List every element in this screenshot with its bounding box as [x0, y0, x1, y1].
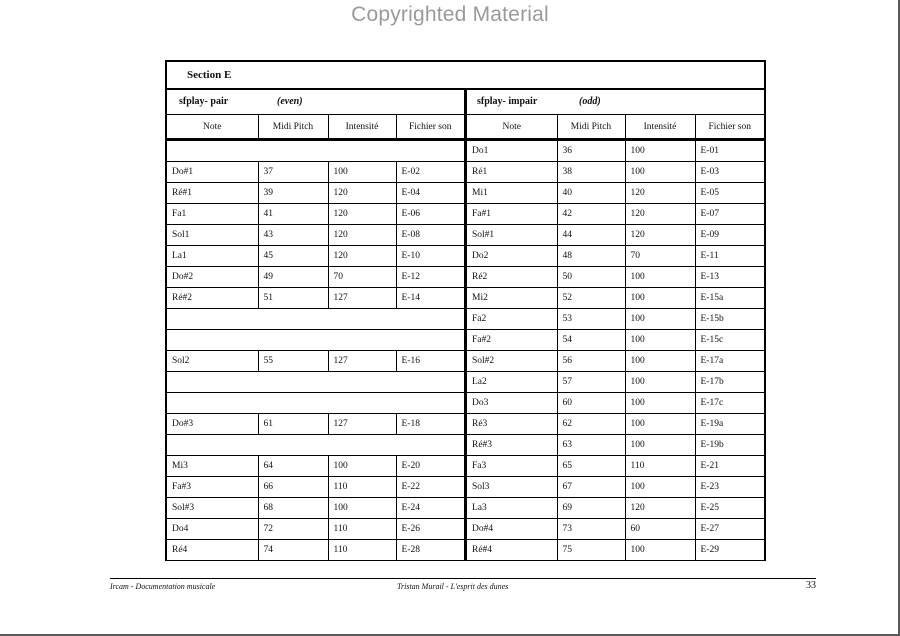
note-cell: Do#4 [467, 519, 557, 540]
midi-pitch-cell: 75 [557, 540, 625, 561]
note-cell: Ré4 [167, 540, 258, 561]
midi-pitch-cell: 41 [258, 204, 328, 225]
note-cell: Do1 [467, 140, 557, 162]
table-row [467, 477, 764, 498]
table-row [167, 162, 464, 183]
note-cell: Ré#1 [167, 183, 258, 204]
midi-pitch-cell: 39 [258, 183, 328, 204]
table-row [467, 456, 764, 477]
note-cell: Ré#3 [467, 435, 557, 456]
section-e-table [165, 60, 766, 561]
fichier-son-cell: E-03 [695, 162, 764, 183]
intensite-cell: 110 [328, 477, 396, 498]
note-cell: Sol3 [467, 477, 557, 498]
note-cell: Do2 [467, 246, 557, 267]
midi-pitch-cell: 49 [258, 267, 328, 288]
section-title: Section E [167, 62, 764, 90]
intensite-cell: 100 [328, 456, 396, 477]
empty-row-cell [167, 393, 464, 414]
midi-pitch-cell: 38 [557, 162, 625, 183]
odd-parity: (odd) [579, 96, 601, 107]
midi-pitch-cell: 53 [557, 309, 625, 330]
even-label: sfplay- pair [179, 96, 229, 107]
intensite-cell: 70 [625, 246, 695, 267]
col-header-midi-pitch: Midi Pitch [258, 115, 328, 140]
intensite-cell: 120 [625, 498, 695, 519]
intensite-cell: 120 [328, 246, 396, 267]
table-row [467, 414, 764, 435]
midi-pitch-cell: 42 [557, 204, 625, 225]
note-cell: Sol1 [167, 225, 258, 246]
fichier-son-cell: E-14 [396, 288, 464, 309]
note-cell: Do#3 [167, 414, 258, 435]
fichier-son-cell: E-06 [396, 204, 464, 225]
table-row [167, 519, 464, 540]
col-header-fichier-son: Fichier son [695, 115, 764, 140]
odd-subtitle [467, 90, 764, 115]
note-cell: Fa1 [167, 204, 258, 225]
note-cell: Sol#2 [467, 351, 557, 372]
intensite-cell: 100 [625, 435, 695, 456]
midi-pitch-cell: 54 [557, 330, 625, 351]
intensite-cell: 120 [328, 204, 396, 225]
table-row [167, 330, 464, 351]
table-row [467, 393, 764, 414]
intensite-cell: 120 [625, 204, 695, 225]
intensite-cell: 120 [328, 183, 396, 204]
table-row [467, 162, 764, 183]
fichier-son-cell: E-08 [396, 225, 464, 246]
fichier-son-cell: E-10 [396, 246, 464, 267]
intensite-cell: 127 [328, 351, 396, 372]
note-cell: Fa#2 [467, 330, 557, 351]
midi-pitch-cell: 50 [557, 267, 625, 288]
table-row [167, 372, 464, 393]
fichier-son-cell: E-22 [396, 477, 464, 498]
intensite-cell: 100 [625, 267, 695, 288]
even-parity: (even) [277, 96, 303, 107]
table-row [167, 477, 464, 498]
intensite-cell: 120 [625, 183, 695, 204]
note-cell: Fa#1 [467, 204, 557, 225]
midi-pitch-cell: 48 [557, 246, 625, 267]
note-cell: La1 [167, 246, 258, 267]
table-row [467, 351, 764, 372]
table-row [167, 414, 464, 435]
intensite-cell: 127 [328, 288, 396, 309]
footer-left: Ircam - Documentation musicale [110, 582, 216, 591]
fichier-son-cell: E-25 [695, 498, 764, 519]
note-cell: Ré3 [467, 414, 557, 435]
table-row [467, 519, 764, 540]
even-subtitle [167, 90, 464, 115]
intensite-cell: 100 [625, 351, 695, 372]
intensite-cell: 100 [625, 477, 695, 498]
midi-pitch-cell: 61 [258, 414, 328, 435]
note-cell: Ré#2 [167, 288, 258, 309]
table-row [467, 225, 764, 246]
intensite-cell: 60 [625, 519, 695, 540]
fichier-son-cell: E-15c [695, 330, 764, 351]
fichier-son-cell: E-04 [396, 183, 464, 204]
note-cell: Sol2 [167, 351, 258, 372]
midi-pitch-cell: 51 [258, 288, 328, 309]
intensite-cell: 100 [625, 393, 695, 414]
note-cell: La3 [467, 498, 557, 519]
table-row [167, 393, 464, 414]
fichier-son-cell: E-20 [396, 456, 464, 477]
midi-pitch-cell: 57 [557, 372, 625, 393]
fichier-son-cell: E-17b [695, 372, 764, 393]
table-row [467, 140, 764, 162]
table-row [467, 309, 764, 330]
table-row [467, 246, 764, 267]
col-header-midi-pitch: Midi Pitch [557, 115, 625, 140]
midi-pitch-cell: 44 [557, 225, 625, 246]
note-cell: Mi1 [467, 183, 557, 204]
intensite-cell: 100 [625, 414, 695, 435]
midi-pitch-cell: 62 [557, 414, 625, 435]
intensite-cell: 100 [625, 288, 695, 309]
intensite-cell: 100 [625, 330, 695, 351]
midi-pitch-cell: 36 [557, 140, 625, 162]
note-cell: La2 [467, 372, 557, 393]
midi-pitch-cell: 67 [557, 477, 625, 498]
fichier-son-cell: E-17a [695, 351, 764, 372]
intensite-cell: 100 [625, 309, 695, 330]
intensite-cell: 100 [328, 162, 396, 183]
table-row [167, 267, 464, 288]
midi-pitch-cell: 60 [557, 393, 625, 414]
midi-pitch-cell: 45 [258, 246, 328, 267]
intensite-cell: 120 [328, 225, 396, 246]
fichier-son-cell: E-17c [695, 393, 764, 414]
empty-row-cell [167, 435, 464, 456]
midi-pitch-cell: 68 [258, 498, 328, 519]
table-row [467, 372, 764, 393]
table-row [167, 246, 464, 267]
fichier-son-cell: E-19b [695, 435, 764, 456]
table-row [167, 183, 464, 204]
note-cell: Fa3 [467, 456, 557, 477]
fichier-son-cell: E-26 [396, 519, 464, 540]
midi-pitch-cell: 37 [258, 162, 328, 183]
odd-table [467, 115, 764, 561]
odd-header-row [467, 115, 764, 140]
note-cell: Fa2 [467, 309, 557, 330]
empty-row-cell [167, 330, 464, 351]
fichier-son-cell: E-16 [396, 351, 464, 372]
intensite-cell: 100 [625, 162, 695, 183]
fichier-son-cell: E-01 [695, 140, 764, 162]
table-row [467, 540, 764, 561]
empty-row-cell [167, 309, 464, 330]
midi-pitch-cell: 73 [557, 519, 625, 540]
intensite-cell: 100 [328, 498, 396, 519]
table-row [467, 435, 764, 456]
intensite-cell: 110 [328, 519, 396, 540]
col-header-intensite: Intensité [625, 115, 695, 140]
fichier-son-cell: E-19a [695, 414, 764, 435]
empty-row-cell [167, 140, 464, 162]
midi-pitch-cell: 55 [258, 351, 328, 372]
fichier-son-cell: E-21 [695, 456, 764, 477]
midi-pitch-cell: 56 [557, 351, 625, 372]
fichier-son-cell: E-27 [695, 519, 764, 540]
intensite-cell: 120 [625, 225, 695, 246]
intensite-cell: 100 [625, 540, 695, 561]
fichier-son-cell: E-13 [695, 267, 764, 288]
fichier-son-cell: E-07 [695, 204, 764, 225]
note-cell: Do#2 [167, 267, 258, 288]
note-cell: Ré2 [467, 267, 557, 288]
fichier-son-cell: E-05 [695, 183, 764, 204]
midi-pitch-cell: 69 [557, 498, 625, 519]
fichier-son-cell: E-23 [695, 477, 764, 498]
table-row [167, 540, 464, 561]
note-cell: Sol#1 [467, 225, 557, 246]
table-row [167, 435, 464, 456]
intensite-cell: 110 [625, 456, 695, 477]
col-header-note: Note [467, 115, 557, 140]
table-row [467, 288, 764, 309]
col-header-note: Note [167, 115, 258, 140]
note-cell: Ré#4 [467, 540, 557, 561]
intensite-cell: 110 [328, 540, 396, 561]
midi-pitch-cell: 43 [258, 225, 328, 246]
fichier-son-cell: E-11 [695, 246, 764, 267]
page-number: 33 [806, 580, 816, 591]
intensite-cell: 100 [625, 140, 695, 162]
even-half [167, 90, 467, 561]
empty-row-cell [167, 372, 464, 393]
midi-pitch-cell: 66 [258, 477, 328, 498]
midi-pitch-cell: 40 [557, 183, 625, 204]
fichier-son-cell: E-28 [396, 540, 464, 561]
note-cell: Fa#3 [167, 477, 258, 498]
midi-pitch-cell: 65 [557, 456, 625, 477]
fichier-son-cell: E-24 [396, 498, 464, 519]
note-cell: Ré1 [467, 162, 557, 183]
fichier-son-cell: E-15a [695, 288, 764, 309]
fichier-son-cell: E-15b [695, 309, 764, 330]
note-cell: Mi3 [167, 456, 258, 477]
table-row [467, 498, 764, 519]
table-row [467, 204, 764, 225]
note-cell: Sol#3 [167, 498, 258, 519]
table-row [467, 267, 764, 288]
note-cell: Mi2 [467, 288, 557, 309]
note-cell: Do4 [167, 519, 258, 540]
table-row [167, 498, 464, 519]
fichier-son-cell: E-12 [396, 267, 464, 288]
copyright-watermark: Copyrighted Material [351, 3, 549, 26]
table-row [167, 225, 464, 246]
midi-pitch-cell: 72 [258, 519, 328, 540]
table-row [167, 351, 464, 372]
fichier-son-cell: E-09 [695, 225, 764, 246]
intensite-cell: 127 [328, 414, 396, 435]
midi-pitch-cell: 74 [258, 540, 328, 561]
table-row [167, 288, 464, 309]
table-row [167, 309, 464, 330]
table-row [167, 204, 464, 225]
col-header-intensite: Intensité [328, 115, 396, 140]
note-cell: Do#1 [167, 162, 258, 183]
even-header-row [167, 115, 464, 140]
odd-half [467, 90, 764, 561]
intensite-cell: 70 [328, 267, 396, 288]
fichier-son-cell: E-29 [695, 540, 764, 561]
fichier-son-cell: E-18 [396, 414, 464, 435]
table-row [467, 183, 764, 204]
note-cell: Do3 [467, 393, 557, 414]
fichier-son-cell: E-02 [396, 162, 464, 183]
odd-label: sfplay- impair [477, 96, 538, 107]
midi-pitch-cell: 64 [258, 456, 328, 477]
midi-pitch-cell: 63 [557, 435, 625, 456]
even-table [167, 115, 464, 561]
col-header-fichier-son: Fichier son [396, 115, 464, 140]
intensite-cell: 100 [625, 372, 695, 393]
footer-center: Tristan Murail - L'esprit des dunes [397, 582, 509, 591]
page-footer [110, 578, 816, 591]
midi-pitch-cell: 52 [557, 288, 625, 309]
table-row [167, 456, 464, 477]
table-row [167, 140, 464, 162]
table-row [467, 330, 764, 351]
